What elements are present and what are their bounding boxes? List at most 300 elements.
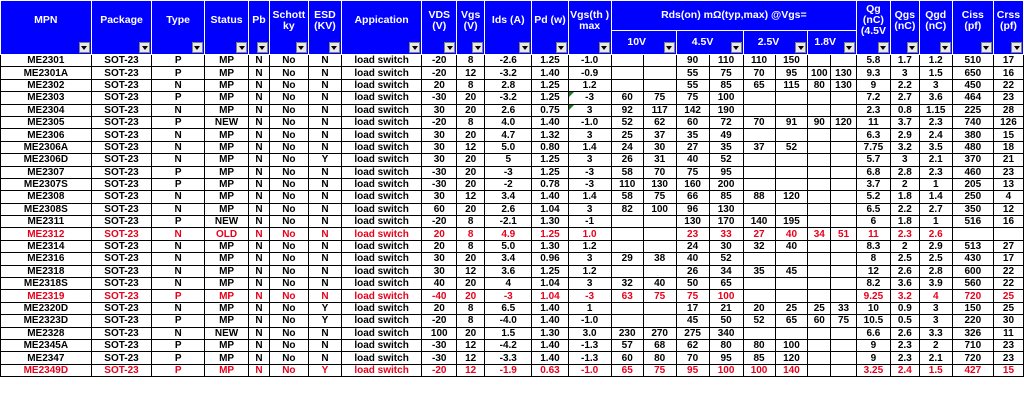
cell-status[interactable]: MP: [204, 302, 248, 314]
cell-r10m[interactable]: [643, 55, 676, 67]
cell-r25m[interactable]: 40: [775, 240, 808, 252]
cell-qg[interactable]: 2.3: [856, 104, 890, 116]
cell-schottky[interactable]: No: [269, 141, 308, 153]
cell-r18m[interactable]: 33: [831, 302, 857, 314]
cell-status[interactable]: MP: [204, 104, 248, 116]
cell-type[interactable]: P: [152, 92, 205, 104]
cell-app[interactable]: load switch: [341, 240, 421, 252]
cell-status[interactable]: MP: [204, 339, 248, 351]
cell-mpn[interactable]: ME2306D: [1, 154, 92, 166]
cell-r10m[interactable]: 68: [643, 339, 676, 351]
cell-pb[interactable]: N: [249, 203, 270, 215]
cell-mpn[interactable]: ME2306A: [1, 141, 92, 153]
cell-esd[interactable]: Y: [308, 154, 341, 166]
cell-pb[interactable]: N: [249, 116, 270, 128]
cell-vds[interactable]: 30: [422, 265, 457, 277]
cell-vgs[interactable]: 8: [457, 302, 485, 314]
cell-qgd[interactable]: 2.4: [919, 129, 952, 141]
cell-vgs[interactable]: 8: [457, 55, 485, 67]
cell-vgsth[interactable]: 1.2: [568, 79, 611, 91]
cell-r45t[interactable]: 55: [676, 79, 709, 91]
cell-qg[interactable]: 6.5: [856, 203, 890, 215]
cell-r25t[interactable]: 88: [743, 191, 775, 203]
cell-qgd[interactable]: 1.2: [919, 55, 952, 67]
cell-ids[interactable]: -3: [485, 166, 532, 178]
cell-package[interactable]: SOT-23: [91, 228, 152, 240]
cell-status[interactable]: MP: [204, 315, 248, 327]
cell-app[interactable]: load switch: [341, 55, 421, 67]
cell-status[interactable]: MP: [204, 67, 248, 79]
cell-crss[interactable]: 17: [993, 55, 1023, 67]
filter-dropdown-icon[interactable]: [981, 42, 992, 53]
cell-r45t[interactable]: 40: [676, 154, 709, 166]
cell-r10t[interactable]: 26: [611, 154, 643, 166]
header-pd[interactable]: [532, 1, 568, 55]
cell-pd[interactable]: 1.25: [532, 166, 568, 178]
cell-r25t[interactable]: [743, 278, 775, 290]
cell-qgd[interactable]: 2.8: [919, 265, 952, 277]
cell-r18t[interactable]: [808, 364, 831, 376]
cell-package[interactable]: SOT-23: [91, 302, 152, 314]
cell-qgd[interactable]: 4: [919, 290, 952, 302]
header-ciss[interactable]: [952, 1, 993, 55]
cell-r45m[interactable]: 52: [709, 253, 743, 265]
cell-package[interactable]: SOT-23: [91, 104, 152, 116]
cell-r18t[interactable]: [808, 191, 831, 203]
cell-pb[interactable]: N: [249, 228, 270, 240]
cell-pd[interactable]: 1.25: [532, 92, 568, 104]
cell-pb[interactable]: N: [249, 315, 270, 327]
cell-r45t[interactable]: 26: [676, 265, 709, 277]
cell-vgs[interactable]: 8: [457, 216, 485, 228]
filter-dropdown-icon[interactable]: [257, 42, 268, 53]
cell-ids[interactable]: -2.6: [485, 55, 532, 67]
cell-pd[interactable]: 1.30: [532, 216, 568, 228]
cell-r45t[interactable]: 95: [676, 364, 709, 376]
cell-r18m[interactable]: [831, 104, 857, 116]
cell-qgs[interactable]: 0.9: [890, 302, 919, 314]
cell-schottky[interactable]: No: [269, 79, 308, 91]
cell-qg[interactable]: 8: [856, 253, 890, 265]
cell-vgs[interactable]: 12: [457, 339, 485, 351]
cell-schottky[interactable]: No: [269, 290, 308, 302]
cell-qgd[interactable]: 2.1: [919, 352, 952, 364]
cell-pb[interactable]: N: [249, 178, 270, 190]
cell-crss[interactable]: 126: [993, 116, 1023, 128]
cell-vgs[interactable]: 8: [457, 116, 485, 128]
cell-package[interactable]: SOT-23: [91, 178, 152, 190]
cell-r18t[interactable]: [808, 253, 831, 265]
cell-r18m[interactable]: [831, 178, 857, 190]
cell-mpn[interactable]: ME2314: [1, 240, 92, 252]
cell-vgs[interactable]: 12: [457, 67, 485, 79]
cell-app[interactable]: load switch: [341, 253, 421, 265]
filter-dropdown-icon[interactable]: [296, 42, 307, 53]
cell-vgsth[interactable]: -1.0: [568, 315, 611, 327]
cell-mpn[interactable]: ME2318: [1, 265, 92, 277]
cell-vgsth[interactable]: 3: [568, 253, 611, 265]
cell-type[interactable]: N: [152, 253, 205, 265]
cell-r10t[interactable]: 57: [611, 339, 643, 351]
cell-r10m[interactable]: 100: [643, 203, 676, 215]
cell-esd[interactable]: N: [308, 228, 341, 240]
cell-type[interactable]: P: [152, 67, 205, 79]
cell-ciss[interactable]: 480: [952, 141, 993, 153]
cell-status[interactable]: MP: [204, 352, 248, 364]
cell-ciss[interactable]: 205: [952, 178, 993, 190]
cell-qgd[interactable]: 1.4: [919, 191, 952, 203]
cell-qgs[interactable]: 1.7: [890, 55, 919, 67]
cell-pd[interactable]: 1.30: [532, 240, 568, 252]
cell-esd[interactable]: N: [308, 203, 341, 215]
cell-r10t[interactable]: 82: [611, 203, 643, 215]
cell-r18m[interactable]: 130: [831, 79, 857, 91]
cell-r10t[interactable]: [611, 55, 643, 67]
cell-qg[interactable]: 9: [856, 339, 890, 351]
cell-qg[interactable]: 5.8: [856, 55, 890, 67]
filter-dropdown-icon[interactable]: [731, 42, 742, 53]
cell-qg[interactable]: 6: [856, 216, 890, 228]
cell-pd[interactable]: 1.04: [532, 278, 568, 290]
cell-qgd[interactable]: 3: [919, 79, 952, 91]
cell-pd[interactable]: 1.40: [532, 191, 568, 203]
cell-crss[interactable]: 11: [993, 327, 1023, 339]
header-qgs[interactable]: [890, 1, 919, 55]
cell-qg[interactable]: 12: [856, 265, 890, 277]
cell-r25t[interactable]: 27: [743, 228, 775, 240]
cell-qgs[interactable]: 2.3: [890, 339, 919, 351]
cell-qgs[interactable]: 3.2: [890, 141, 919, 153]
cell-vgsth[interactable]: 1: [568, 302, 611, 314]
cell-package[interactable]: SOT-23: [91, 55, 152, 67]
cell-mpn[interactable]: ME2312: [1, 228, 92, 240]
cell-type[interactable]: N: [152, 203, 205, 215]
cell-r45t[interactable]: 160: [676, 178, 709, 190]
cell-r45m[interactable]: 85: [709, 79, 743, 91]
cell-vgs[interactable]: 12: [457, 364, 485, 376]
cell-crss[interactable]: 16: [993, 67, 1023, 79]
header-qgd[interactable]: [919, 1, 952, 55]
cell-ids[interactable]: 2.6: [485, 203, 532, 215]
header-qg[interactable]: [856, 1, 890, 55]
cell-r25t[interactable]: [743, 92, 775, 104]
cell-r25m[interactable]: 52: [775, 141, 808, 153]
cell-app[interactable]: load switch: [341, 203, 421, 215]
cell-status[interactable]: MP: [204, 166, 248, 178]
cell-r45t[interactable]: 55: [676, 67, 709, 79]
cell-app[interactable]: load switch: [341, 339, 421, 351]
cell-crss[interactable]: 13: [993, 178, 1023, 190]
cell-ids[interactable]: -1.9: [485, 364, 532, 376]
cell-package[interactable]: SOT-23: [91, 253, 152, 265]
cell-r10m[interactable]: 75: [643, 92, 676, 104]
cell-status[interactable]: MP: [204, 253, 248, 265]
cell-qgd[interactable]: 3.6: [919, 92, 952, 104]
cell-crss[interactable]: 22: [993, 79, 1023, 91]
cell-vgsth[interactable]: 3: [568, 104, 611, 116]
cell-r45t[interactable]: 75: [676, 166, 709, 178]
cell-r10m[interactable]: 75: [643, 191, 676, 203]
cell-qgd[interactable]: 3.3: [919, 327, 952, 339]
header-rds-25v[interactable]: [743, 31, 808, 55]
header-crss[interactable]: [993, 1, 1023, 55]
cell-r25t[interactable]: 37: [743, 141, 775, 153]
cell-type[interactable]: P: [152, 116, 205, 128]
cell-r10t[interactable]: [611, 240, 643, 252]
cell-app[interactable]: load switch: [341, 216, 421, 228]
cell-vds[interactable]: 40: [422, 278, 457, 290]
cell-vgsth[interactable]: 1.2: [568, 265, 611, 277]
cell-status[interactable]: MP: [204, 364, 248, 376]
cell-schottky[interactable]: No: [269, 302, 308, 314]
cell-vds[interactable]: -30: [422, 166, 457, 178]
cell-r10m[interactable]: 38: [643, 253, 676, 265]
cell-r25t[interactable]: 32: [743, 240, 775, 252]
cell-r18m[interactable]: 51: [831, 228, 857, 240]
cell-ciss[interactable]: 650: [952, 67, 993, 79]
cell-r25m[interactable]: 100: [775, 339, 808, 351]
cell-esd[interactable]: Y: [308, 315, 341, 327]
cell-r25t[interactable]: [743, 104, 775, 116]
cell-esd[interactable]: N: [308, 339, 341, 351]
cell-r10m[interactable]: [643, 67, 676, 79]
cell-r25t[interactable]: 100: [743, 364, 775, 376]
cell-vgs[interactable]: 8: [457, 240, 485, 252]
cell-esd[interactable]: N: [308, 141, 341, 153]
cell-esd[interactable]: N: [308, 178, 341, 190]
cell-type[interactable]: P: [152, 166, 205, 178]
cell-type[interactable]: N: [152, 265, 205, 277]
cell-r25m[interactable]: [775, 178, 808, 190]
cell-pd[interactable]: 1.40: [532, 339, 568, 351]
filter-dropdown-icon[interactable]: [556, 42, 567, 53]
cell-ciss[interactable]: 450: [952, 79, 993, 91]
cell-r25m[interactable]: 65: [775, 315, 808, 327]
cell-r45m[interactable]: 190: [709, 104, 743, 116]
cell-qgd[interactable]: 2.5: [919, 253, 952, 265]
cell-r45m[interactable]: 33: [709, 228, 743, 240]
cell-schottky[interactable]: No: [269, 191, 308, 203]
cell-r45m[interactable]: 65: [709, 278, 743, 290]
cell-r45t[interactable]: 35: [676, 129, 709, 141]
cell-r18t[interactable]: [808, 327, 831, 339]
cell-esd[interactable]: N: [308, 92, 341, 104]
cell-ciss[interactable]: 220: [952, 315, 993, 327]
cell-type[interactable]: N: [152, 302, 205, 314]
cell-ids[interactable]: 3.4: [485, 191, 532, 203]
cell-vgsth[interactable]: -1.0: [568, 116, 611, 128]
cell-r18t[interactable]: [808, 104, 831, 116]
cell-pd[interactable]: 0.96: [532, 253, 568, 265]
cell-r18t[interactable]: [808, 352, 831, 364]
cell-type[interactable]: P: [152, 364, 205, 376]
cell-mpn[interactable]: ME2328: [1, 327, 92, 339]
cell-r10t[interactable]: 63: [611, 290, 643, 302]
cell-pd[interactable]: 0.63: [532, 364, 568, 376]
header-application[interactable]: [341, 1, 421, 55]
cell-pb[interactable]: N: [249, 240, 270, 252]
cell-vgs[interactable]: 20: [457, 154, 485, 166]
cell-ids[interactable]: -2.1: [485, 216, 532, 228]
cell-schottky[interactable]: No: [269, 352, 308, 364]
cell-r18m[interactable]: [831, 339, 857, 351]
cell-vgsth[interactable]: -0.9: [568, 67, 611, 79]
cell-status[interactable]: MP: [204, 265, 248, 277]
cell-qgs[interactable]: 2.7: [890, 92, 919, 104]
filter-dropdown-icon[interactable]: [192, 42, 203, 53]
cell-r25t[interactable]: [743, 166, 775, 178]
filter-dropdown-icon[interactable]: [519, 42, 530, 53]
cell-crss[interactable]: 28: [993, 104, 1023, 116]
cell-qgs[interactable]: 1.8: [890, 216, 919, 228]
cell-package[interactable]: SOT-23: [91, 327, 152, 339]
cell-pb[interactable]: N: [249, 55, 270, 67]
cell-mpn[interactable]: ME2311: [1, 216, 92, 228]
header-vgsth[interactable]: [568, 1, 611, 55]
cell-vgs[interactable]: 20: [457, 166, 485, 178]
cell-r45t[interactable]: 17: [676, 302, 709, 314]
cell-ciss[interactable]: 370: [952, 154, 993, 166]
cell-qgd[interactable]: 2.9: [919, 240, 952, 252]
cell-r10m[interactable]: 62: [643, 116, 676, 128]
cell-r45m[interactable]: 85: [709, 191, 743, 203]
cell-schottky[interactable]: No: [269, 154, 308, 166]
header-rds-45v[interactable]: [676, 31, 743, 55]
cell-crss[interactable]: 25: [993, 290, 1023, 302]
cell-qgs[interactable]: 2: [890, 178, 919, 190]
cell-app[interactable]: load switch: [341, 191, 421, 203]
cell-ids[interactable]: 4.7: [485, 129, 532, 141]
cell-pb[interactable]: N: [249, 166, 270, 178]
cell-ciss[interactable]: 600: [952, 265, 993, 277]
cell-qgd[interactable]: 1: [919, 178, 952, 190]
cell-esd[interactable]: N: [308, 104, 341, 116]
cell-type[interactable]: P: [152, 352, 205, 364]
cell-vgsth[interactable]: 3: [568, 203, 611, 215]
header-schottky[interactable]: [269, 1, 308, 55]
cell-r25m[interactable]: [775, 154, 808, 166]
cell-vgs[interactable]: 20: [457, 290, 485, 302]
cell-package[interactable]: SOT-23: [91, 116, 152, 128]
cell-r25t[interactable]: [743, 203, 775, 215]
cell-qgs[interactable]: 0.5: [890, 315, 919, 327]
cell-qgd[interactable]: 2.1: [919, 154, 952, 166]
cell-schottky[interactable]: No: [269, 327, 308, 339]
cell-package[interactable]: SOT-23: [91, 203, 152, 215]
cell-app[interactable]: load switch: [341, 290, 421, 302]
cell-qg[interactable]: 5.2: [856, 191, 890, 203]
cell-app[interactable]: load switch: [341, 352, 421, 364]
cell-qg[interactable]: 7.2: [856, 92, 890, 104]
cell-mpn[interactable]: ME2303: [1, 92, 92, 104]
cell-r45m[interactable]: 75: [709, 67, 743, 79]
cell-app[interactable]: load switch: [341, 141, 421, 153]
cell-vgsth[interactable]: 3: [568, 129, 611, 141]
cell-r10t[interactable]: [611, 315, 643, 327]
cell-r45m[interactable]: 49: [709, 129, 743, 141]
cell-schottky[interactable]: No: [269, 240, 308, 252]
cell-r10t[interactable]: 24: [611, 141, 643, 153]
cell-r45t[interactable]: 70: [676, 352, 709, 364]
cell-r45t[interactable]: 60: [676, 116, 709, 128]
cell-crss[interactable]: 17: [993, 253, 1023, 265]
cell-r10t[interactable]: [611, 265, 643, 277]
cell-r25t[interactable]: 80: [743, 339, 775, 351]
cell-ciss[interactable]: 380: [952, 129, 993, 141]
cell-qg[interactable]: 9: [856, 352, 890, 364]
cell-pb[interactable]: N: [249, 364, 270, 376]
cell-r25m[interactable]: 115: [775, 79, 808, 91]
header-rds-10v[interactable]: [611, 31, 676, 55]
cell-crss[interactable]: 12: [993, 203, 1023, 215]
cell-r45m[interactable]: 35: [709, 141, 743, 153]
cell-status[interactable]: OLD: [204, 228, 248, 240]
cell-type[interactable]: N: [152, 79, 205, 91]
header-vds[interactable]: [422, 1, 457, 55]
cell-schottky[interactable]: No: [269, 315, 308, 327]
cell-ids[interactable]: -4.0: [485, 315, 532, 327]
cell-r18t[interactable]: [808, 265, 831, 277]
cell-r18t[interactable]: [808, 129, 831, 141]
cell-package[interactable]: SOT-23: [91, 265, 152, 277]
cell-crss[interactable]: 22: [993, 265, 1023, 277]
cell-r45m[interactable]: 50: [709, 315, 743, 327]
cell-schottky[interactable]: No: [269, 228, 308, 240]
cell-package[interactable]: SOT-23: [91, 240, 152, 252]
cell-app[interactable]: load switch: [341, 228, 421, 240]
cell-esd[interactable]: N: [308, 216, 341, 228]
cell-vds[interactable]: -40: [422, 290, 457, 302]
cell-vgsth[interactable]: -1.0: [568, 55, 611, 67]
cell-ciss[interactable]: 225: [952, 104, 993, 116]
cell-qg[interactable]: 6.6: [856, 327, 890, 339]
header-vgs[interactable]: [457, 1, 485, 55]
cell-schottky[interactable]: No: [269, 67, 308, 79]
cell-esd[interactable]: N: [308, 240, 341, 252]
cell-r18t[interactable]: [808, 339, 831, 351]
cell-qgs[interactable]: 3.2: [890, 290, 919, 302]
cell-r18m[interactable]: [831, 364, 857, 376]
filter-dropdown-icon[interactable]: [844, 42, 855, 53]
cell-r25t[interactable]: 65: [743, 79, 775, 91]
cell-r45m[interactable]: 130: [709, 203, 743, 215]
cell-ids[interactable]: 6.5: [485, 302, 532, 314]
cell-r10m[interactable]: 30: [643, 141, 676, 153]
cell-status[interactable]: MP: [204, 203, 248, 215]
cell-vds[interactable]: 20: [422, 79, 457, 91]
cell-r18m[interactable]: [831, 55, 857, 67]
cell-app[interactable]: load switch: [341, 154, 421, 166]
cell-r18m[interactable]: [831, 92, 857, 104]
cell-vgs[interactable]: 8: [457, 79, 485, 91]
cell-app[interactable]: load switch: [341, 104, 421, 116]
cell-r18t[interactable]: [808, 141, 831, 153]
cell-vgsth[interactable]: 1.2: [568, 240, 611, 252]
cell-schottky[interactable]: No: [269, 265, 308, 277]
cell-mpn[interactable]: ME2347: [1, 352, 92, 364]
cell-ids[interactable]: 1.5: [485, 327, 532, 339]
cell-vds[interactable]: 30: [422, 191, 457, 203]
cell-r25t[interactable]: 85: [743, 352, 775, 364]
cell-r10t[interactable]: 25: [611, 129, 643, 141]
cell-r18m[interactable]: [831, 166, 857, 178]
cell-pd[interactable]: 1.25: [532, 79, 568, 91]
cell-mpn[interactable]: ME2301A: [1, 67, 92, 79]
cell-schottky[interactable]: No: [269, 92, 308, 104]
cell-mpn[interactable]: ME2323D: [1, 315, 92, 327]
cell-r10t[interactable]: 60: [611, 352, 643, 364]
cell-r10t[interactable]: 92: [611, 104, 643, 116]
